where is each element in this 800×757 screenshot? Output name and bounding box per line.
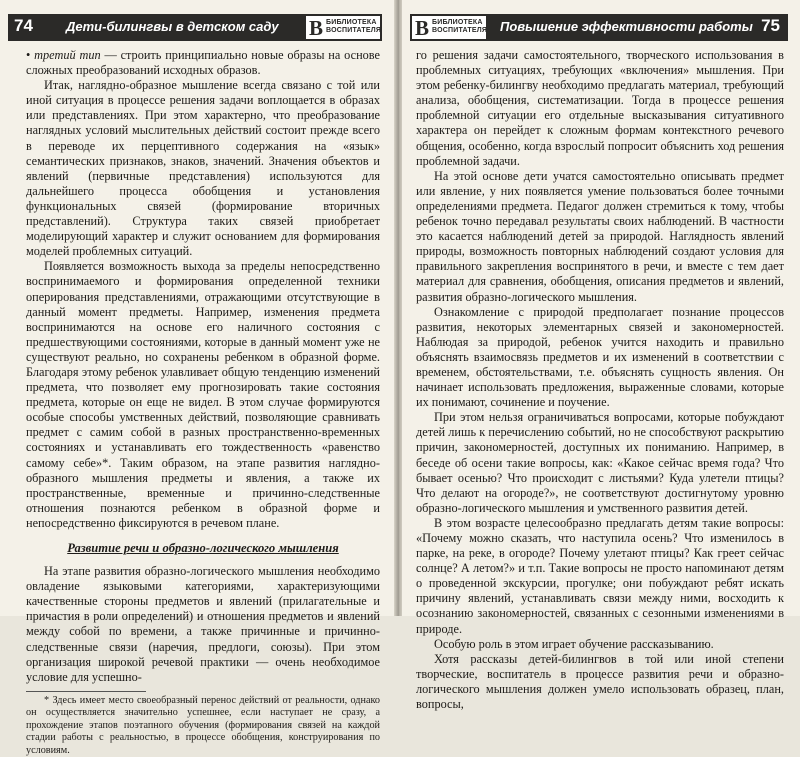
left-page [0, 0, 396, 756]
bullet-text: — строить принципиально новые образы на основе сложных преобразований исходных образов. [26, 48, 380, 78]
series-logo [410, 14, 488, 41]
right-page [402, 0, 800, 712]
logo-text-line2: ВОСПИТАТЕЛЯ [326, 27, 382, 34]
logo-text-line1: БИБЛИОТЕКА [432, 19, 483, 26]
logo-text-line1: БИБЛИОТЕКА [326, 19, 377, 26]
bullet-term: третий тип [34, 48, 101, 62]
paragraph: При этом нельзя ограничиваться вопросами, которые побуждают детей лишь к перечислению событий, но не способствуют раскрытию причин, закономерностей, доступных их пониманию. Например, в беседе об осени такие вопросы, как: «Какое сейчас время года? Что бывает осенью? Что происходит с листьями? Куда улетели птицы? Что делают на огороде?», не соответствуют достигнутому уровню образно-логического мышления и умственного развития детей. [416, 410, 784, 515]
page-number: 75 [761, 16, 780, 35]
paragraph: Появляется возможность выхода за пределы непосредственно воспринимаемого и формирования определенной техники оперирования представлениями, отражающими отсутствующие в данный момент предметы. Например, изменения предмета воспринимаются на основе его наличного состояния с предшествующими состояниями, которые в данный момент уже не существуют реально, но сохранены ребенком в образной форме. Благодаря этому ребенок улавливает общую тенденцию изменений предмета, что позволяет ему прогнозировать такие состояния предмета, которые он еще не видел. В этом случае формируются особые способы умственных действий, позволяющие сравнивать предмет с самим собой в разных пространственно-временных состояниях и устанавливать его тождественность «равенство самому себе»*. Таким образом, на этапе развития наглядно-образного мышления предметы и явления, а также их пространственные, временные и причинно-следственные отношения познаются ребенком в образной форме и непосредственно фиксируются в речевом плане. [26, 259, 380, 530]
paragraph: На этой основе дети учатся самостоятельно описывать предмет или явление, у них появляется умение пользоваться более точными определениями предмета. Педагог должен стремиться к тому, чтобы ребенок точно передавал результаты своих наблюдений. В частности это касается наблюдений детей за природой. Наглядность явлений природы, возможность повторных наблюдений создают условия для правильного закрепления воспринятого в речи, и вместе с тем дает материал для сравнения, обобщения, описания предметов и явлений, развития образно-логического мышления. [416, 168, 784, 304]
paragraph: го решения задачи самостоятельного, творческого использования в проблемных ситуациях, требующих «включения» мышления. При этом ребенку-билингву необходимо предлагать материал, требующий анализа, обобщения, систематизации. Тогда в процессе решения проблемной ситуации его отдельные высказывания ситуативного характера он перейдет к сложным формам контекстного речевого общения, особенно, когда взрослый попросит объяснить ход решения проблемной задачи. [416, 48, 784, 168]
footnote-rule [26, 691, 146, 692]
logo-text [432, 19, 487, 35]
logo-text [326, 19, 381, 35]
running-title: Дети-билингвы в детском саду [66, 19, 279, 34]
logo-letter: B [309, 16, 324, 40]
series-logo [304, 14, 382, 41]
logo-text-line2: ВОСПИТАТЕЛЯ [432, 27, 488, 34]
paragraph: Особую роль в этом играет обучение рассказыванию. [434, 636, 714, 651]
paragraph: В этом возрасте целесообразно предлагать детям такие вопросы: «Почему можно сказать, что наступила осень? Что изменилось в парке, на реке, в огороде? Почему улетают птицы? Как греет сейчас солнце? А летом?» и т.п. Такие вопросы не просто напоминают детям о проведенной экскурсии, прогулке; они побуждают ребят искать причину явлений, устанавливать связи между ними, восходить к осознанию закономерностей, связанных с сезонными изменениями в природе. [416, 515, 784, 636]
paragraph: Ознакомление с природой предполагает познание процессов развития, некоторых элементарных связей и закономерностей. Наблюдая за природой, ребенок учится находить и правильно объяснять взаимосвязь предметов и их изменений в соответствии с временем, обстоятельствами, т.е. объяснять сущность явления. Он начинает использовать предложения, выраженные словами, которые их понимают, сочинение и поучение. [416, 304, 784, 410]
right-page-header [410, 14, 788, 41]
left-page-header [8, 14, 382, 41]
logo-letter: B [415, 16, 430, 40]
right-page-body [416, 48, 784, 712]
section-heading: Развитие речи и образно-логического мышления [67, 541, 339, 555]
page-number: 74 [14, 16, 33, 35]
left-page-body [26, 48, 380, 757]
running-title: Повышение эффективности работы [500, 19, 753, 34]
paragraph: На этапе развития образно-логического мышления необходимо овладение языковыми категориями, характеризующими качественные стороны предметов и явлений (прилагательные и причастия в роли определений) и отношения предметов и явлений между собой по времени, а также причинные и причинно-следственные связи (наречия, предлоги, союзы). При этом организация широкой речевой практики — очень необходимое условие для успешно- [26, 564, 380, 684]
bullet-marker: • [26, 48, 31, 62]
footnote: * Здесь имеет место своеобразный перенос действий от реальности, однако он осуществляется значительно успешнее, если наступает не сразу, а прохождение этапов поэтапного обучения (формирования связей на каждой стадии работы с реальностью, в процессе обобщения, конструирования по условиям. [26, 694, 380, 756]
paragraph: Итак, наглядно-образное мышление всегда связано с той или иной ситуация в процессе решения задачи воплощается в образах или представлениях. При этом характерно, что преобразование наглядных условий мыслительных действий состоит прежде всего в переводе их перцептивного содержания на «язык» семантических признаков, знаков, значений. Значения объектов и явлений (первичные представления) используются для дальнейшего процесса обобщения и установления функциональных связей (формирование вторичных представлений). Структура таких связей приобретает моделирующий характер и служит основанием для формирования моделей проблемных ситуаций. [26, 78, 380, 259]
paragraph: Хотя рассказы детей-билингвов в той или иной степени творческие, воспитатель в процессе развития речи и образно-логического мышления должен умело использовать образец, план, вопросы, [416, 651, 784, 712]
bullet-item [26, 48, 380, 78]
